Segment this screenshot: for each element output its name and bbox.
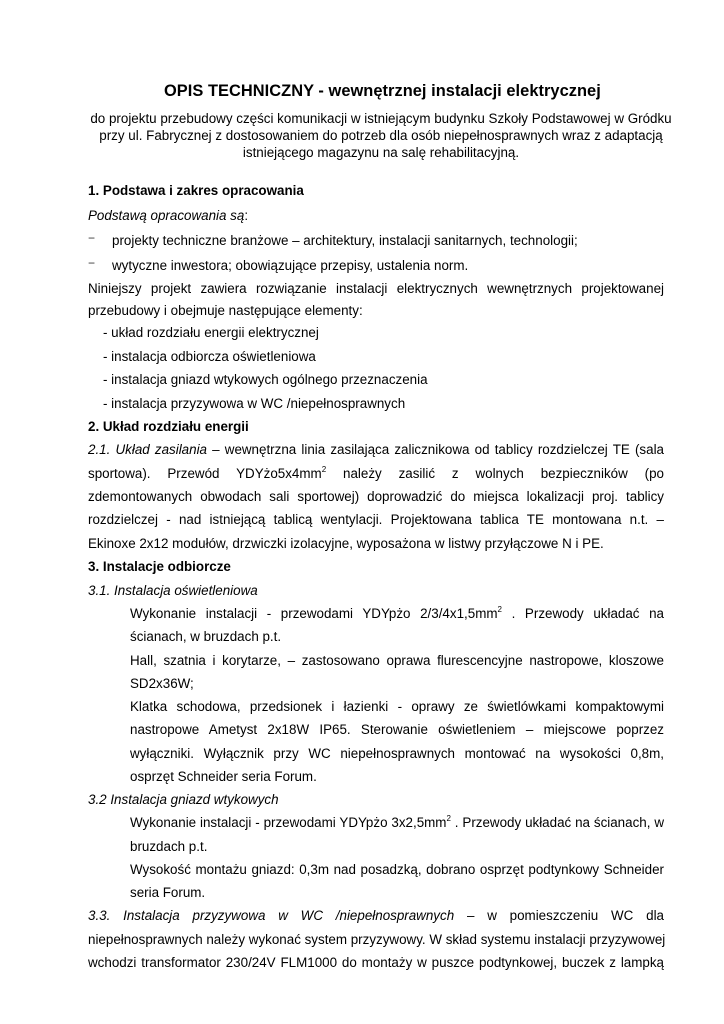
supply-text: należy zasilić z wolnych bezpieczników (po <box>326 466 665 481</box>
bullet-dash: − <box>88 231 96 245</box>
call-system-sublabel: 3.3. Instalacja przyzywowa w WC /niepełnosprawnych <box>88 908 455 923</box>
sockets-subheading: 3.2 Instalacja gniazd wtykowych <box>88 792 279 807</box>
element-item: - instalacja przyzywowa w WC /niepełnosprawnych <box>103 396 406 411</box>
supply-text: – wewnętrzna linia zasilająca zalicznikowa od tablicy rozdzielczej TE (sala <box>207 442 664 457</box>
lighting-subheading: 3.1. Instalacja oświetleniowa <box>88 583 258 598</box>
call-system-text-line: wchodzi transformator 230/24V FLM1000 do montaży w puszce podtynkowej, buczek z lampką <box>88 955 664 970</box>
supply-text-line: rozdzielczej - nad istniejącą tablicą wentylacji. Projektowana tablica TE montowana n.t. – <box>88 512 664 527</box>
sockets-text: . Przewody układać na ścianach, w <box>450 815 664 830</box>
call-system-text-line: niepełnosprawnych należy wykonać system przyzywowy. W skład systemu instalacji przyzywowej <box>88 932 666 947</box>
lighting-text-line: SD2x36W; <box>130 676 194 691</box>
section-3-heading: 3. Instalacje odbiorcze <box>88 559 231 574</box>
element-item: - instalacja gniazd wtykowych ogólnego przeznaczenia <box>103 372 428 387</box>
supply-text-line: zdemontowanych obwodach sali sportowej) doprowadzić do miejsca lokalizacji proj. tablicy <box>88 489 664 504</box>
lighting-text-line: ścianach, w bruzdach p.t. <box>130 629 282 644</box>
section-1-heading: 1. Podstawa i zakres opracowania <box>88 183 304 198</box>
sockets-text-line: Wysokość montażu gniazd: 0,3m nad posadzką, dobrano osprzęt podtynkowy Schneider <box>130 862 664 877</box>
call-system-text-line <box>88 908 664 924</box>
sockets-text-line: bruzdach p.t. <box>130 839 208 854</box>
lighting-text-line: nastropowe Ametyst 2x18W IP65. Sterowanie oświetleniem – miejscowe poprzez <box>130 722 664 737</box>
lighting-text-line: wyłączniki. Wyłącznik przy WC niepełnosprawnych montować na wysokości 0,8m, <box>130 746 664 761</box>
lighting-text-line: osprzęt Schneider seria Forum. <box>130 769 317 784</box>
section-2-heading: 2. Układ rozdziału energii <box>88 419 249 434</box>
sockets-text-line <box>130 815 664 831</box>
call-system-text: – w pomieszczeniu WC dla <box>454 908 664 923</box>
document-subtitle: do projektu przebudowy części komunikacji w istniejącym budynku Szkoły Podstawowej w Gródku przy ul. Fabrycznej z dostosowaniem do potrzeb dla osób niepełnosprawnych wraz z adaptacją istniejącego magazynu na salę rehabilitacyjną. <box>90 111 672 160</box>
lighting-text: . Przewody układać na <box>501 606 665 621</box>
element-item: - instalacja odbiorcza oświetleniowa <box>103 349 316 364</box>
supply-text: sportowa). Przewód YDYżo5x4mm <box>88 466 322 481</box>
supply-text-line: Ekinoxe 2x12 modułów, drzwiczki izolacyjne, wyposażona w listwy przyłączowe N i PE. <box>88 536 604 551</box>
supply-text-line <box>88 466 664 482</box>
bullet-item: wytyczne inwestora; obowiązujące przepisy, ustalenia norm. <box>112 258 469 273</box>
scope-text-line: Niniejszy projekt zawiera rozwiązanie instalacji elektrycznych wewnętrznych projektowanej <box>88 281 664 296</box>
superscript: 2 <box>321 465 327 474</box>
lighting-text: Wykonanie instalacji - przewodami YDYpżo 2/3/4x1,5mm <box>130 606 498 621</box>
superscript: 2 <box>497 605 502 614</box>
lighting-text-line <box>130 606 664 622</box>
sockets-text: Wykonanie instalacji - przewodami YDYpżo 3x2,5mm <box>130 815 447 830</box>
superscript: 2 <box>446 814 451 823</box>
supply-text-line <box>88 442 664 458</box>
document-title: OPIS TECHNICZNY - wewnętrznej instalacji elektrycznej <box>164 82 601 100</box>
element-item: - układ rozdziału energii elektrycznej <box>103 325 319 340</box>
bullet-dash: − <box>88 256 96 270</box>
sockets-text-line: seria Forum. <box>130 885 206 900</box>
lighting-text-line: Hall, szatnia i korytarze, – zastosowano oprawa flurescencyjne nastropowe, kloszowe <box>130 653 664 668</box>
supply-sublabel: 2.1. Układ zasilania <box>88 442 207 457</box>
bullet-item: projekty techniczne branżowe – architektury, instalacji sanitarnych, technologii; <box>112 233 578 248</box>
lighting-text-line: Klatka schodowa, przedsionek i łazienki - oprawy ze świetlówkami kompaktowymi <box>130 699 664 714</box>
basis-colon: : <box>244 208 249 223</box>
scope-text-line: przebudowy i obejmuje następujące elementy: <box>88 303 363 318</box>
basis-label-line <box>88 208 248 224</box>
basis-label: Podstawą opracowania są <box>88 208 245 223</box>
